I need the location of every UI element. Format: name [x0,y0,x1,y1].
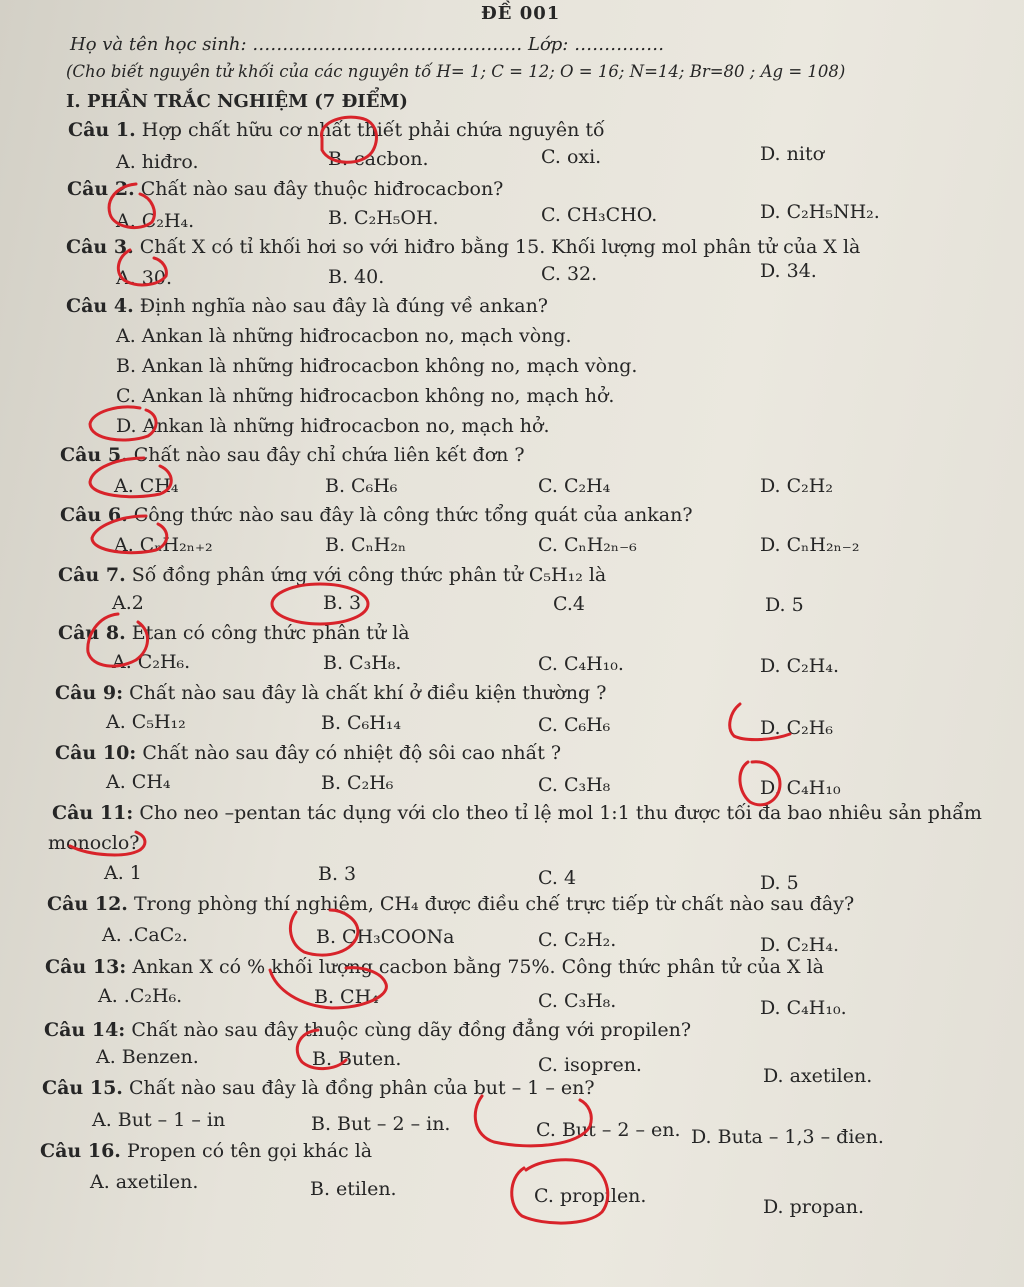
question-8: Câu 8. Etan có công thức phân tử là [58,622,410,644]
q15-option-b: B. But – 2 – in. [311,1113,451,1135]
q1-option-a: A. hiđro. [116,151,199,173]
q6-option-a: A. CₙH₂ₙ₊₂ [114,534,213,556]
q16-option-a: A. axetilen. [90,1171,199,1193]
q1-option-d: D. nitơ [760,143,825,165]
question-11: Câu 11: Cho neo –pentan tác dụng với clo theo tỉ lệ mol 1:1 thu được tối đa bao nhiêu sản phẩm [52,802,982,824]
q8-option-c: C. C₄H₁₀. [538,653,624,675]
exam-code: ĐỀ 001 [481,3,561,24]
q14-option-c: C. isopren. [538,1054,642,1076]
question-7: Câu 7. Số đồng phân ứng với công thức phân tử C₅H₁₂ là [58,564,607,586]
q10-option-c: C. C₃H₈ [538,774,611,796]
question-12: Câu 12. Trong phòng thí nghiệm, CH₄ được điều chế trực tiếp từ chất nào sau đây? [47,893,855,915]
question-4: Câu 4. Định nghĩa nào sau đây là đúng về ankan? [66,295,548,317]
q11-option-d: D. 5 [760,872,799,894]
q6-option-b: B. CₙH₂ₙ [325,534,407,556]
question-10: Câu 10: Chất nào sau đây có nhiệt độ sôi cao nhất ? [55,742,562,764]
q9-option-a: A. C₅H₁₂ [106,711,186,733]
q13-option-b: B. CH₄ [314,986,379,1008]
q2-option-a: A. C₂H₄. [116,210,195,232]
question-16: Câu 16. Propen có tên gọi khác là [40,1140,373,1162]
q4-option-b: B. Ankan là những hiđrocacbon không no, mạch vòng. [116,355,638,377]
q2-option-c: C. CH₃CHO. [541,204,658,226]
q2-option-b: B. C₂H₅OH. [328,207,439,229]
q15-option-d: D. Buta – 1,3 – đien. [691,1126,884,1148]
question-2: Câu 2. Chất nào sau đây thuộc hiđrocacbon? [67,178,504,200]
q9-option-d: D. C₂H₆ [760,717,833,739]
question-5: Câu 5. Chất nào sau đây chỉ chứa liên kết đơn ? [60,444,525,466]
q15-option-a: A. But – 1 – in [92,1109,226,1131]
q12-option-a: A. .CaC₂. [102,924,188,946]
q10-option-d: D. C₄H₁₀ [760,777,841,799]
q13-option-d: D. C₄H₁₀. [760,997,847,1019]
q16-option-c: C. propilen. [534,1185,647,1207]
q1-option-b: B. cacbon. [328,148,429,170]
question-13: Câu 13: Ankan X có % khối lượng cacbon bằng 75%. Công thức phân tử của X là [45,956,824,978]
q12-option-b: B. CH₃COONa [316,926,455,948]
q3-option-d: D. 34. [760,260,817,282]
q9-option-b: B. C₆H₁₄ [321,712,401,734]
q12-option-c: C. C₂H₂. [538,929,617,951]
q12-option-d: D. C₂H₄. [760,934,840,956]
q5-option-a: A. CH₄ [114,475,179,497]
q8-option-d: D. C₂H₄. [760,655,840,677]
q15-option-c: C. But – 2 – en. [536,1119,681,1141]
question-6: Câu 6. Công thức nào sau đây là công thức tổng quát của ankan? [60,504,693,526]
q7-option-a: A.2 [112,592,144,614]
q11-option-c: C. 4 [538,867,577,889]
q2-option-d: D. C₂H₅NH₂. [760,201,880,223]
question-3: Câu 3. Chất X có tỉ khối hơi so với hiđro bằng 15. Khối lượng mol phân tử của X là [66,236,861,258]
student-info-line: Họ và tên học sinh: ……………………………………… Lớp: …………… [70,34,665,55]
q3-option-c: C. 32. [541,263,598,285]
q10-option-b: B. C₂H₆ [321,772,394,794]
section-title: I. PHẦN TRẮC NGHIỆM (7 ĐIỂM) [66,91,408,112]
q13-option-a: A. .C₂H₆. [98,985,183,1007]
q16-option-b: B. etilen. [310,1178,397,1200]
q7-option-d: D. 5 [765,594,804,616]
q11-option-a: A. 1 [104,862,142,884]
question-11-continued: monoclo? [48,832,140,854]
q5-option-d: D. C₂H₂ [760,475,833,497]
q4-option-c: C. Ankan là những hiđrocacbon không no, mạch hở. [116,385,615,407]
question-15: Câu 15. Chất nào sau đây là đồng phân của but – 1 – en? [42,1077,595,1099]
question-9: Câu 9: Chất nào sau đây là chất khí ở điều kiện thường ? [55,682,607,704]
q8-option-a: A. C₂H₆. [112,651,191,673]
q3-option-b: B. 40. [328,266,385,288]
q16-option-d: D. propan. [763,1196,865,1218]
q6-option-c: C. CₙH₂ₙ₋₆ [538,534,637,556]
atomic-mass-note: (Cho biết nguyên tử khối của các nguyên tố H= 1; C = 12; O = 16; N=14; Br=80 ; Ag = 108) [66,62,846,81]
question-14: Câu 14: Chất nào sau đây thuộc cùng dãy đồng đẳng với propilen? [44,1019,692,1041]
q9-option-c: C. C₆H₆ [538,714,611,736]
q3-option-a: A. 30. [116,267,173,289]
q8-option-b: B. C₃H₈. [323,652,402,674]
q10-option-a: A. CH₄ [106,771,171,793]
q7-option-b: B. 3 [323,592,362,614]
q7-option-c: C.4 [553,593,585,615]
q6-option-d: D. CₙH₂ₙ₋₂ [760,534,860,556]
q1-option-c: C. oxi. [541,146,602,168]
q11-option-b: B. 3 [318,863,357,885]
q14-option-b: B. Buten. [312,1048,402,1070]
q14-option-a: A. Benzen. [96,1046,199,1068]
question-1: Câu 1. Hợp chất hữu cơ nhất thiết phải chứa nguyên tố [68,119,605,141]
q14-option-d: D. axetilen. [763,1065,873,1087]
q5-option-c: C. C₂H₄ [538,475,611,497]
q4-option-d: D. Ankan là những hiđrocacbon no, mạch hở. [116,415,550,437]
q5-option-b: B. C₆H₆ [325,475,398,497]
q4-option-a: A. Ankan là những hiđrocacbon no, mạch vòng. [116,325,572,347]
q13-option-c: C. C₃H₈. [538,990,617,1012]
